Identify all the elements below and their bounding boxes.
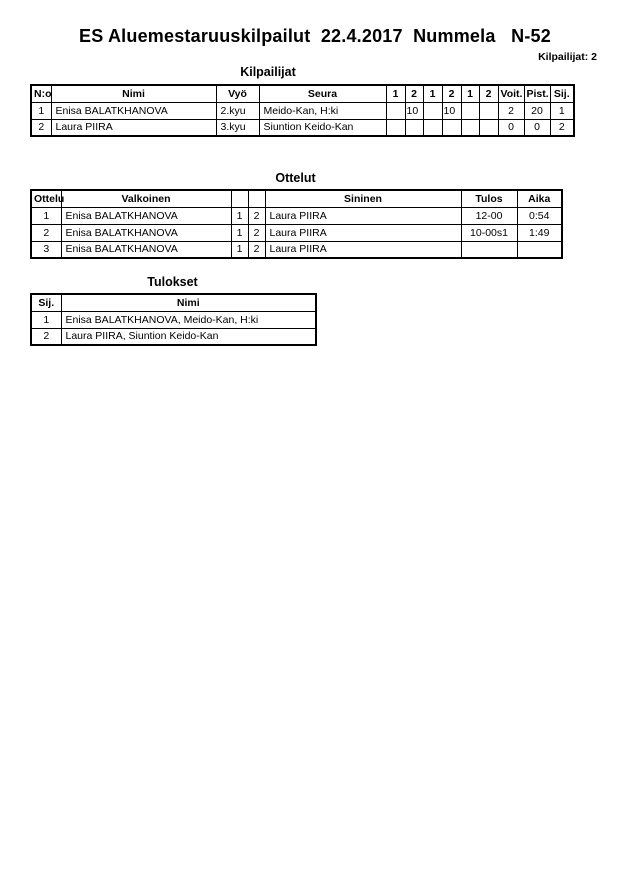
score-cell bbox=[442, 119, 461, 136]
competitor-count-label: Kilpailijat: 2 bbox=[538, 51, 597, 63]
header-sij: Sij. bbox=[31, 294, 61, 311]
empty-header-cell bbox=[231, 190, 248, 207]
header-nimi: Nimi bbox=[51, 85, 216, 102]
time-cell: 1:49 bbox=[517, 224, 562, 241]
score-cell: 10 bbox=[442, 102, 461, 119]
kilpailijat-table bbox=[30, 84, 575, 137]
white-number-cell: 1 bbox=[231, 241, 248, 258]
header-score-2: 2 bbox=[405, 85, 423, 102]
header-score-6: 2 bbox=[479, 85, 498, 102]
wins-cell: 2 bbox=[498, 102, 524, 119]
header-nimi: Nimi bbox=[61, 294, 316, 311]
time-cell: 0:54 bbox=[517, 207, 562, 224]
club-cell: Meido-Kan, H:ki bbox=[259, 102, 386, 119]
result-row bbox=[31, 328, 316, 345]
place-cell: 2 bbox=[31, 328, 61, 345]
match-no-cell: 1 bbox=[31, 207, 61, 224]
white-player-cell: Enisa BALATKHANOVA bbox=[61, 224, 231, 241]
header-no: N:o bbox=[31, 85, 51, 102]
score-cell bbox=[461, 119, 479, 136]
ottelut-heading: Ottelut bbox=[275, 171, 316, 185]
ottelut-header-row bbox=[31, 190, 562, 207]
name-club-cell: Laura PIIRA, Siuntion Keido-Kan bbox=[61, 328, 316, 345]
belt-cell: 3.kyu bbox=[216, 119, 259, 136]
place-cell: 1 bbox=[31, 311, 61, 328]
header-voit: Voit. bbox=[498, 85, 524, 102]
score-cell bbox=[479, 102, 498, 119]
empty-header-cell bbox=[248, 190, 265, 207]
ottelut-table bbox=[30, 189, 563, 259]
wins-cell: 0 bbox=[498, 119, 524, 136]
tulokset-header-row bbox=[31, 294, 316, 311]
kilpailijat-heading: Kilpailijat bbox=[240, 65, 296, 79]
white-player-cell: Enisa BALATKHANOVA bbox=[61, 241, 231, 258]
white-number-cell: 1 bbox=[231, 207, 248, 224]
white-number-cell: 1 bbox=[231, 224, 248, 241]
competitor-row bbox=[31, 102, 574, 119]
time-cell bbox=[517, 241, 562, 258]
white-player-cell: Enisa BALATKHANOVA bbox=[61, 207, 231, 224]
result-cell: 12-00 bbox=[461, 207, 517, 224]
no-cell: 1 bbox=[31, 102, 51, 119]
name-cell: Enisa BALATKHANOVA bbox=[51, 102, 216, 119]
score-cell bbox=[423, 119, 442, 136]
header-score-5: 1 bbox=[461, 85, 479, 102]
score-cell: 10 bbox=[405, 102, 423, 119]
header-ottelu: Ottelu bbox=[31, 190, 61, 207]
header-pist: Pist. bbox=[524, 85, 550, 102]
kilpailijat-header-row bbox=[31, 85, 574, 102]
score-cell bbox=[423, 102, 442, 119]
blue-number-cell: 2 bbox=[248, 241, 265, 258]
no-cell: 2 bbox=[31, 119, 51, 136]
header-sininen: Sininen bbox=[265, 190, 461, 207]
blue-number-cell: 2 bbox=[248, 207, 265, 224]
score-cell bbox=[461, 102, 479, 119]
points-cell: 20 bbox=[524, 102, 550, 119]
match-row bbox=[31, 224, 562, 241]
score-cell bbox=[479, 119, 498, 136]
match-no-cell: 3 bbox=[31, 241, 61, 258]
header-seura: Seura bbox=[259, 85, 386, 102]
header-valkoinen: Valkoinen bbox=[61, 190, 231, 207]
document-title: ES Aluemestaruuskilpailut 22.4.2017 Nummela N-52 bbox=[79, 26, 551, 46]
header-score-1: 1 bbox=[386, 85, 405, 102]
result-row bbox=[31, 311, 316, 328]
result-cell: 10-00s1 bbox=[461, 224, 517, 241]
points-cell: 0 bbox=[524, 119, 550, 136]
place-cell: 1 bbox=[550, 102, 574, 119]
blue-player-cell: Laura PIIRA bbox=[265, 207, 461, 224]
score-cell bbox=[405, 119, 423, 136]
header-aika: Aika bbox=[517, 190, 562, 207]
match-row bbox=[31, 207, 562, 224]
name-cell: Laura PIIRA bbox=[51, 119, 216, 136]
blue-player-cell: Laura PIIRA bbox=[265, 224, 461, 241]
blue-player-cell: Laura PIIRA bbox=[265, 241, 461, 258]
header-tulos: Tulos bbox=[461, 190, 517, 207]
tulokset-heading: Tulokset bbox=[147, 275, 198, 289]
score-cell bbox=[386, 119, 405, 136]
match-row bbox=[31, 241, 562, 258]
club-cell: Siuntion Keido-Kan bbox=[259, 119, 386, 136]
header-sij: Sij. bbox=[550, 85, 574, 102]
name-club-cell: Enisa BALATKHANOVA, Meido-Kan, H:ki bbox=[61, 311, 316, 328]
blue-number-cell: 2 bbox=[248, 224, 265, 241]
score-cell bbox=[386, 102, 405, 119]
belt-cell: 2.kyu bbox=[216, 102, 259, 119]
tulokset-table bbox=[30, 293, 317, 346]
place-cell: 2 bbox=[550, 119, 574, 136]
competitor-row bbox=[31, 119, 574, 136]
header-score-4: 2 bbox=[442, 85, 461, 102]
header-vyo: Vyö bbox=[216, 85, 259, 102]
match-no-cell: 2 bbox=[31, 224, 61, 241]
result-cell bbox=[461, 241, 517, 258]
header-score-3: 1 bbox=[423, 85, 442, 102]
